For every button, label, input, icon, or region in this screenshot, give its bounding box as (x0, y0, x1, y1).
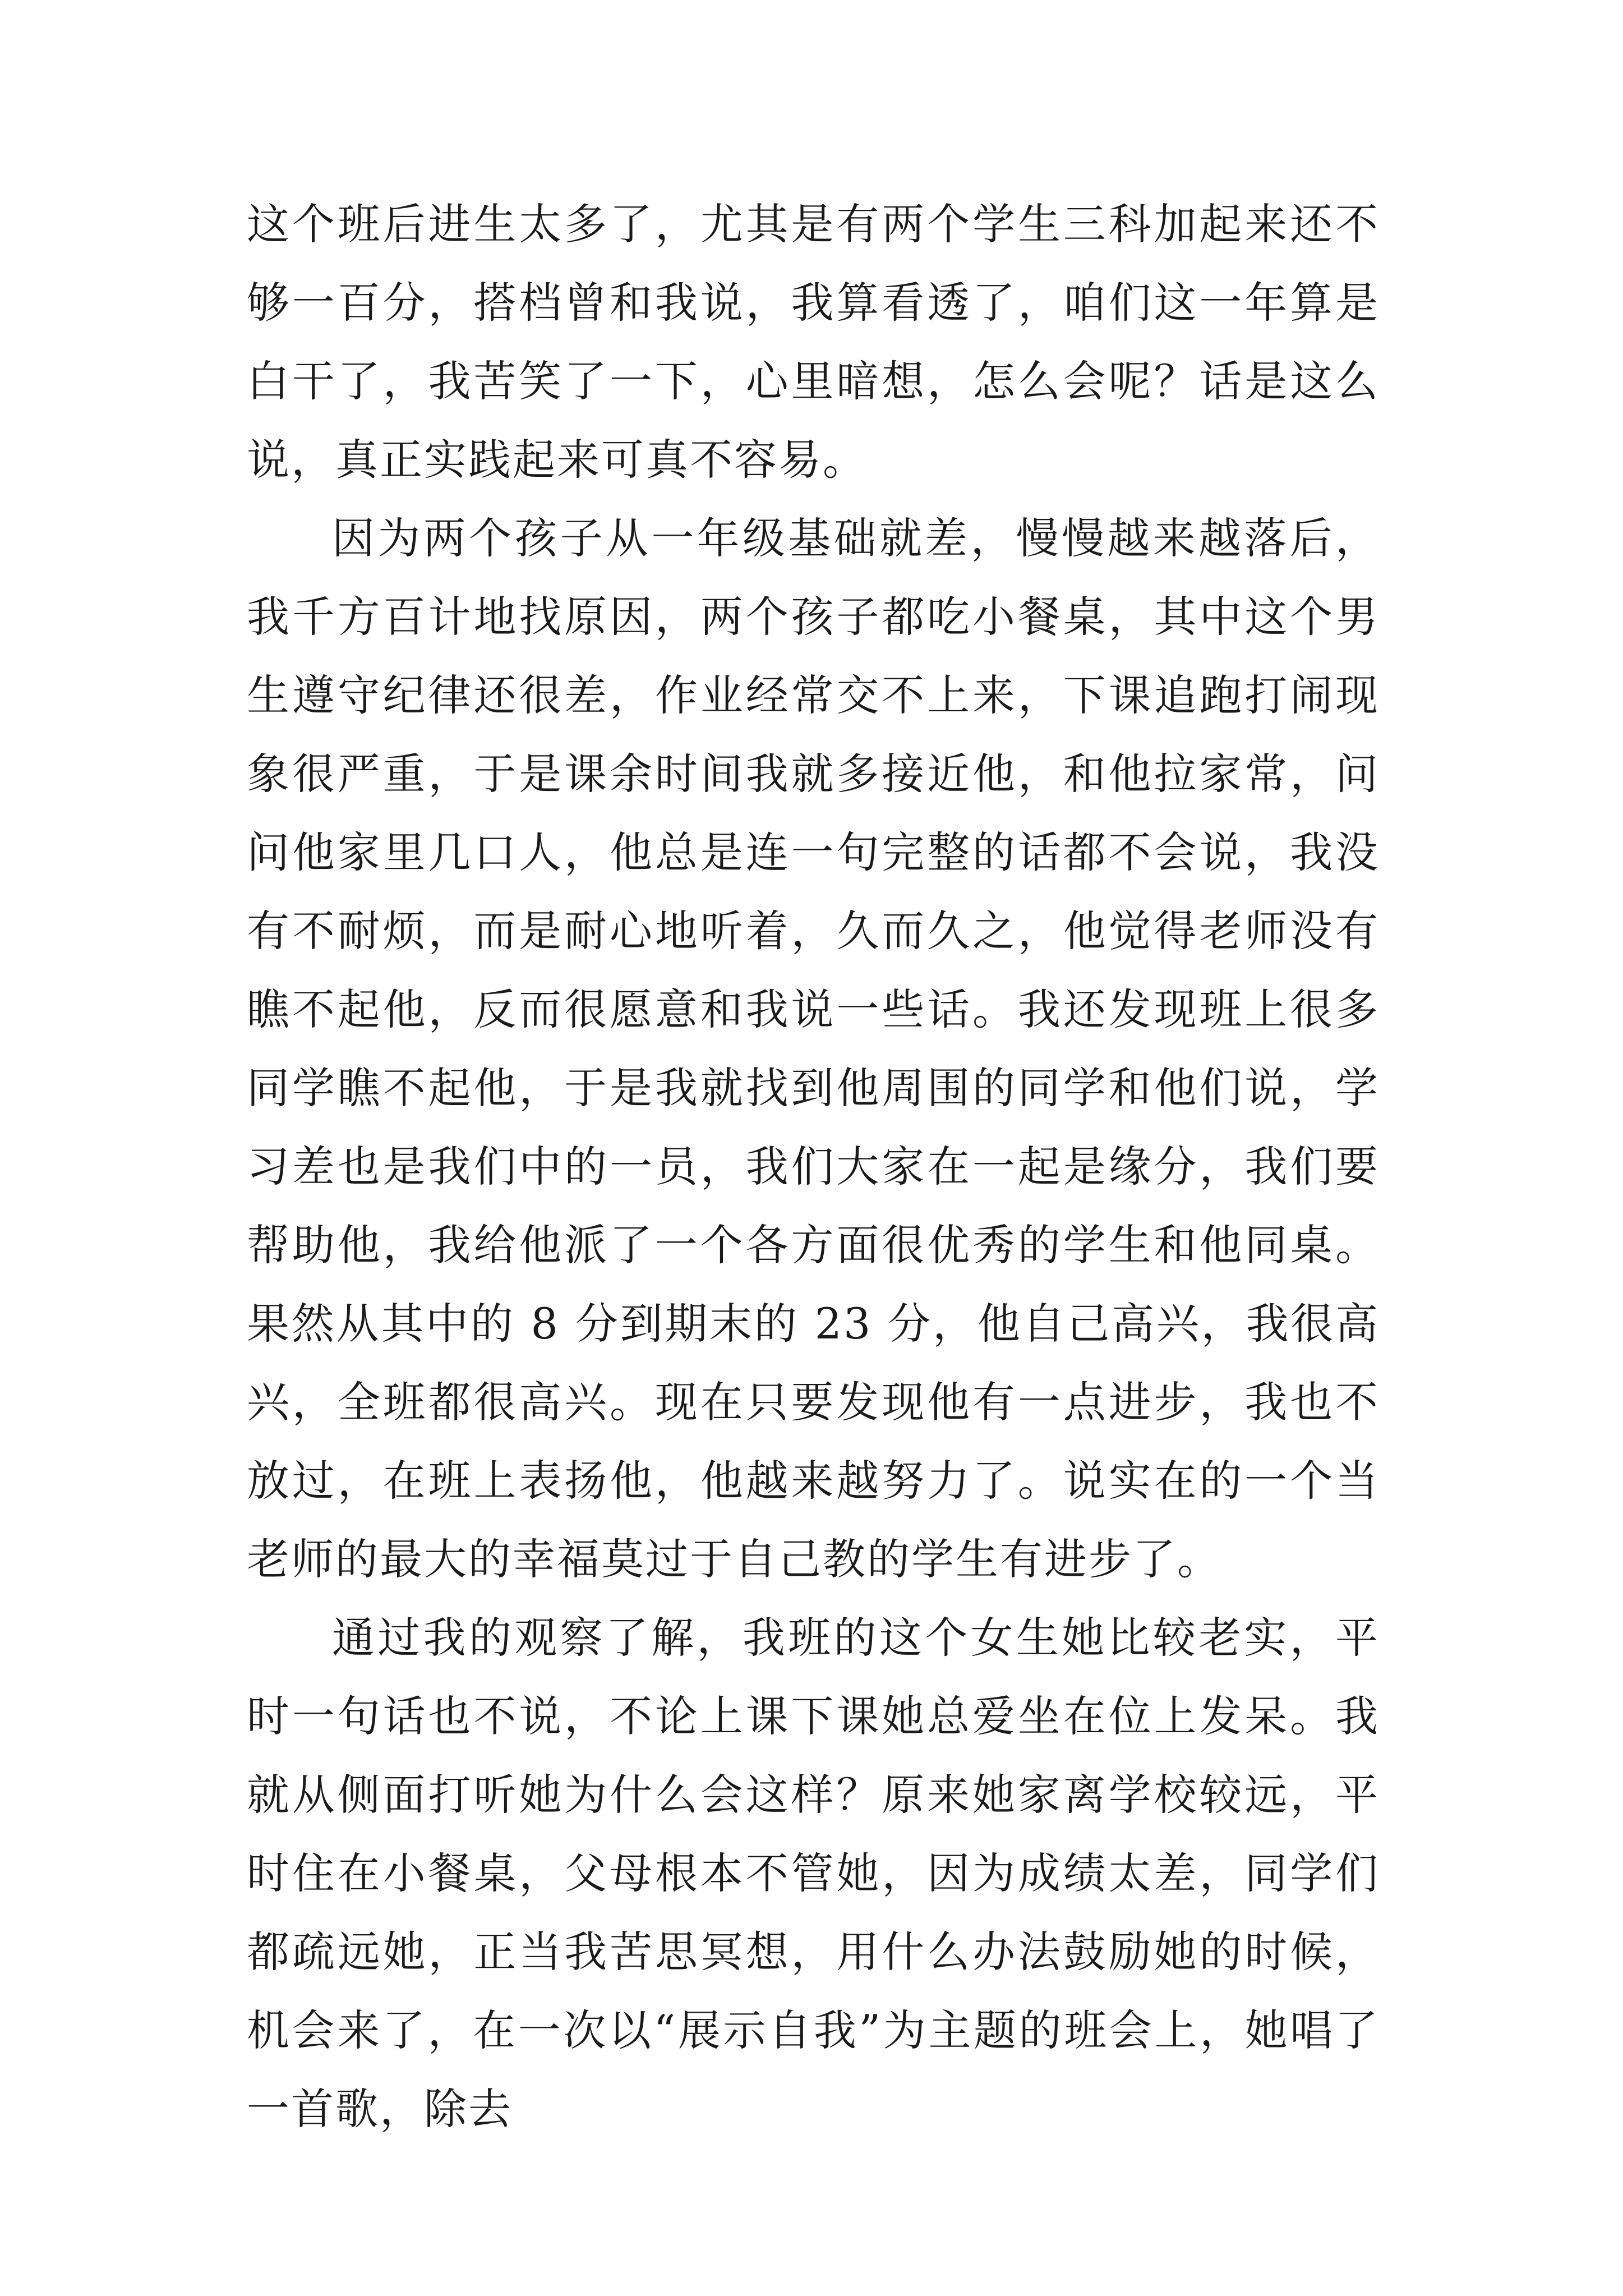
paragraph-3: 通过我的观察了解，我班的这个女生她比较老实，平时一句话也不说，不论上课下课她总爱坐在位上发呆。我就从侧面打听她为什么会这样？原来她家离学校较远，平时住在小餐桌，父母根本不管她，因为成绩太差，同学们都疏远她，正当我苦思冥想，用什么办法鼓励她的时候，机会来了，在一次以“展示自我”为主题的班会上，她唱了一首歌，除去 (247, 1613, 1380, 2134)
document-body (247, 185, 1380, 2148)
paragraph-2: 因为两个孩子从一年级基础就差，慢慢越来越落后，我千方百计地找原因，两个孩子都吃小餐桌，其中这个男生遵守纪律还很差，作业经常交不上来，下课追跑打闹现象很严重，于是课余时间我就多接近他，和他拉家常，问问他家里几口人，他总是连一句完整的话都不会说，我没有不耐烦，而是耐心地听着，久而久之，他觉得老师没有瞧不起他，反而很愿意和我说一些话。我还发现班上很多同学瞧不起他，于是我就找到他周围的同学和他们说，学习差也是我们中的一员，我们大家在一起是缘分，我们要帮助他，我给他派了一个各方面很优秀的学生和他同桌。果然从其中的 8 分到期末的 23 分，他自己高兴，我很高兴，全班都很高兴。现在只要发现他有一点进步，我也不放过，在班上表扬他，他越来越努力了。说实在的一个当老师的最大的幸福莫过于自己教的学生有进步了。 (247, 513, 1380, 1584)
paragraph-1: 这个班后进生太多了，尤其是有两个学生三科加起来还不够一百分，搭档曾和我说，我算看透了，咱们这一年算是白干了，我苦笑了一下，心里暗想，怎么会呢？话是这么说，真正实践起来可真不容易。 (247, 199, 1380, 485)
